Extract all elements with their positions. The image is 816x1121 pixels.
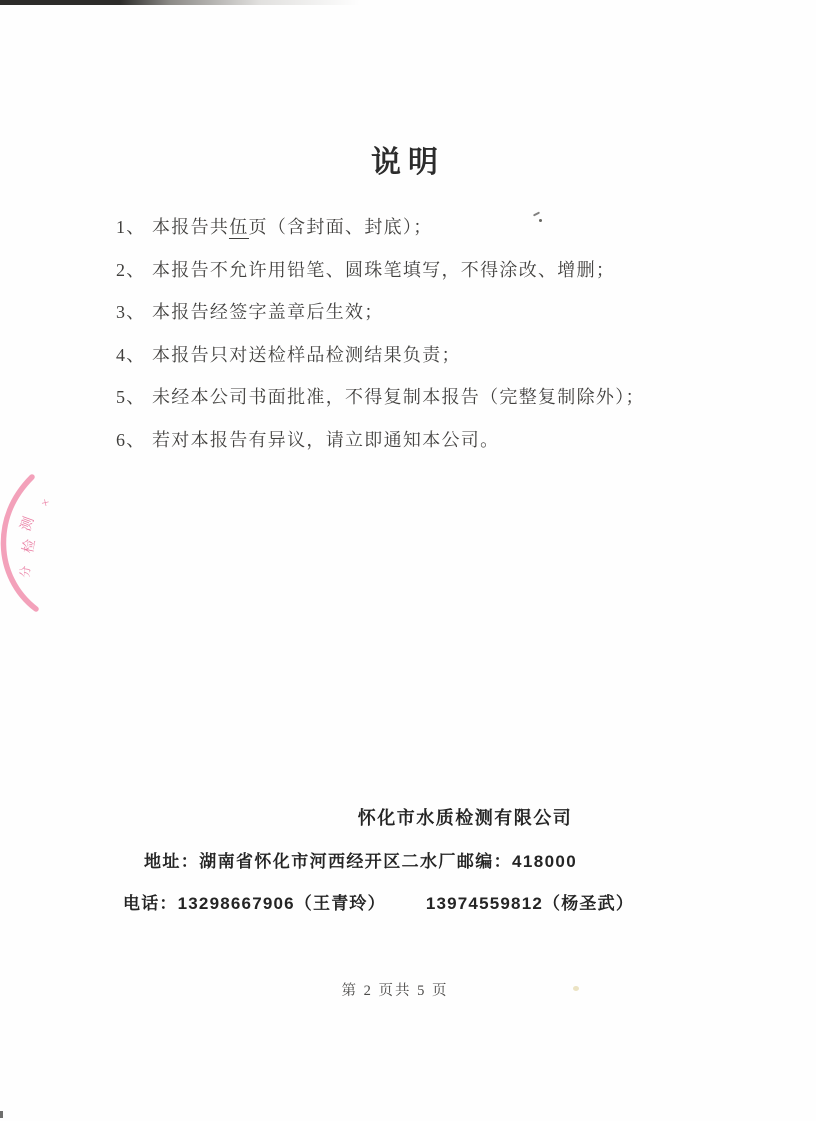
stamp-char-2: 测: [18, 515, 38, 534]
zip-value: 418000: [512, 852, 578, 871]
phone-1: 13298667906（王青玲）: [177, 894, 386, 913]
note-text: [152, 213, 716, 239]
note-text: 本报告只对送检样品检测结果负责；: [152, 344, 461, 365]
ink-speck-dot: [539, 219, 542, 222]
note-item-1: [116, 213, 716, 256]
ink-speck: [531, 211, 545, 225]
note-text-post: 页（含封面、封底）；: [248, 217, 433, 237]
note-item-3: [116, 298, 716, 341]
note-item-6: [116, 426, 716, 469]
stamp-char-4: 分: [18, 565, 33, 579]
partial-red-stamp: [0, 468, 70, 618]
phone-label: 电话：: [123, 894, 178, 913]
stamp-char-1: ×: [36, 495, 54, 510]
note-number: 3、: [116, 302, 146, 322]
note-text: 未经本公司书面批准，不得复制本报告（完整复制除外）；: [152, 387, 645, 407]
zip-label: 邮编：: [456, 852, 513, 871]
notes-list: [116, 213, 716, 468]
address-value: 湖南省怀化市河西经开区二水厂: [199, 852, 457, 871]
note-number: 2、: [116, 259, 146, 280]
company-address-line: [144, 847, 577, 872]
note-text: 若对本报告有异议，请立即通知本公司。: [152, 429, 500, 450]
ink-speck-tail: [533, 211, 540, 216]
note-text-pre: 本报告共: [152, 217, 230, 237]
note-text: 本报告经签字盖章后生效；: [152, 302, 384, 322]
note-number: 6、: [116, 429, 146, 450]
note-item-2: [116, 256, 716, 299]
note-number: 1、: [116, 217, 146, 237]
phone-2: 13974559812（杨圣武）: [425, 894, 635, 913]
note-number: 5、: [116, 387, 146, 407]
stamp-char-3: 检: [21, 538, 39, 555]
note-item-4: [116, 341, 716, 384]
page-title: 说明: [371, 146, 445, 179]
company-name: 怀化市水质检测有限公司: [357, 808, 573, 828]
note-text: 本报告不允许用铅笔、圆珠笔填写，不得涂改、增删；: [152, 259, 616, 280]
note-number: 4、: [116, 344, 146, 365]
scan-speck: [0, 1111, 3, 1118]
scan-edge-artifact: [0, 0, 420, 5]
page-number-footer: 第 2 页共 5 页: [341, 983, 449, 999]
address-label: 地址：: [144, 852, 200, 871]
underlined-count: 伍: [229, 217, 249, 237]
note-item-5: [116, 383, 716, 426]
stamp-arc-graphic: [0, 468, 70, 618]
company-phone-line: [123, 889, 634, 914]
